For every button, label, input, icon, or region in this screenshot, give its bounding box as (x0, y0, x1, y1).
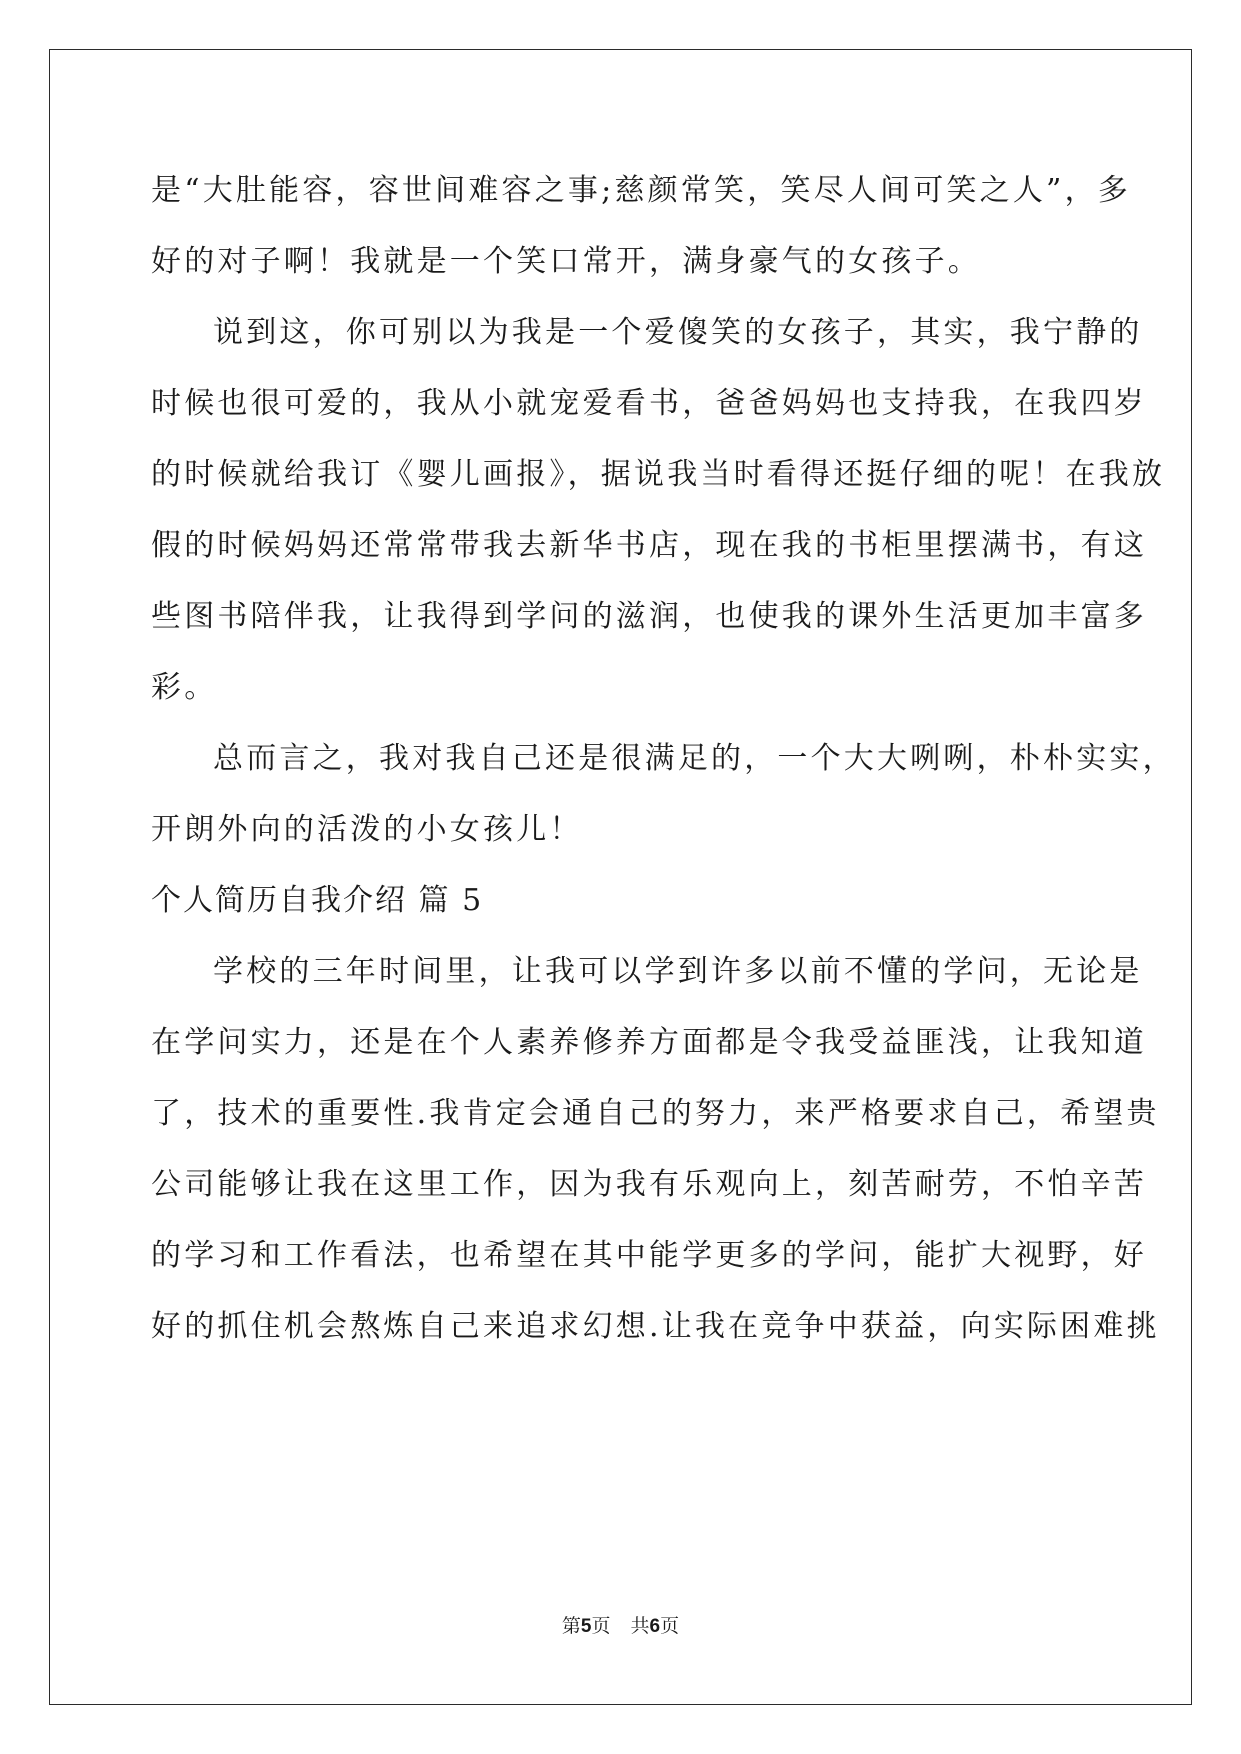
current-page-number: 5 (580, 1616, 592, 1637)
text-line: 时候也很可爱的，我从小就宠爱看书，爸爸妈妈也支持我，在我四岁 (151, 386, 1147, 421)
text-line: 的学习和工作看法，也希望在其中能学更多的学问，能扩大视野，好 (151, 1238, 1147, 1273)
document-body (151, 155, 1176, 1362)
text-line: 了，技术的重要性.我肯定会通自己的努力，来严格要求自己，希望贵 (151, 1096, 1160, 1131)
text-line: 是“大肚能容，容世间难容之事;慈颜常笑，笑尽人间可笑之人”，多 (151, 173, 1131, 208)
total-suffix: 页 (660, 1615, 680, 1637)
text-line: 些图书陪伴我，让我得到学问的滋润，也使我的课外生活更加丰富多 (151, 599, 1147, 634)
page-suffix: 页 (591, 1615, 611, 1637)
text-line: 说到这，你可别以为我是一个爱傻笑的女孩子，其实，我宁静的 (213, 315, 1143, 350)
text-line: 彩。 (151, 670, 218, 705)
text-line: 学校的三年时间里，让我可以学到许多以前不懂的学问，无论是 (213, 954, 1143, 989)
text-line: 的时候就给我订《婴儿画报》，据说我当时看得还挺仔细的呢！在我放 (151, 457, 1166, 492)
text-line: 好的抓住机会熬炼自己来追求幻想.让我在竞争中获益，向实际困难挑 (151, 1309, 1160, 1344)
total-page-count: 6 (649, 1616, 661, 1637)
total-prefix: 共 (630, 1615, 650, 1637)
text-line: 总而言之，我对我自己还是很满足的，一个大大咧咧，朴朴实实， (213, 741, 1176, 776)
text-line: 公司能够让我在这里工作，因为我有乐观向上，刻苦耐劳，不怕辛苦 (151, 1167, 1147, 1202)
text-line: 好的对子啊！我就是一个笑口常开，满身豪气的女孩子。 (151, 244, 981, 279)
text-line: 假的时候妈妈还常常带我去新华书店，现在我的书柜里摆满书，有这 (151, 528, 1147, 563)
page-prefix: 第 (561, 1615, 581, 1637)
text-line: 开朗外向的活泼的小女孩儿！ (151, 812, 583, 847)
page-footer (0, 1611, 1241, 1638)
section-heading: 个人简历自我介绍 篇 5 (151, 883, 484, 918)
text-line: 在学问实力，还是在个人素养修养方面都是令我受益匪浅，让我知道 (151, 1025, 1147, 1060)
